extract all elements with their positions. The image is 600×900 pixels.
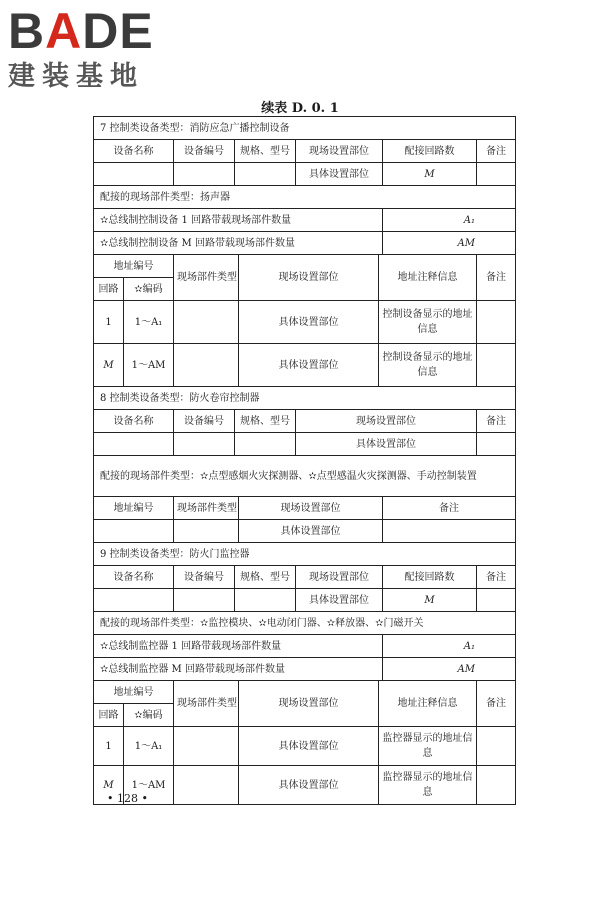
s9-heading-row: [94, 543, 516, 566]
s8-part-type-row: [94, 456, 516, 497]
s7-col-site-location: 现场设置部位: [239, 255, 379, 301]
s7-row2-remark: [477, 344, 516, 387]
s9-col-site-location: 现场设置部位: [296, 566, 383, 589]
logo-wordmark: BADE: [8, 3, 154, 59]
s9-row2-remark: [477, 766, 516, 805]
s9-col-device-name: 设备名称: [94, 566, 174, 589]
s9-row1-part-type: [174, 727, 239, 766]
s7-row1-part-type: [174, 301, 239, 344]
s9-loops-value: M: [383, 589, 477, 612]
s8-col-remark: 备注: [477, 410, 516, 433]
s9-countM-label: ✫总线制监控器 M 回路带载现场部件数量: [94, 658, 383, 681]
s7-count1-value: A₁: [383, 209, 516, 232]
s7-col-part-type: 现场部件类型: [174, 255, 239, 301]
s9-col-loops: 配接回路数: [383, 566, 477, 589]
s7-row2-note: 控制设备显示的地址信息: [379, 344, 477, 387]
s9-count1-row: [94, 635, 516, 658]
s7-row1-location: 具体设置部位: [239, 301, 379, 344]
s9-addr-header-row: [94, 681, 516, 704]
col-device-name: 设备名称: [94, 140, 174, 163]
s9-row2-code: 1～AM: [124, 766, 174, 805]
s7-heading-row: [94, 117, 516, 140]
s9-row1-loop: 1: [94, 727, 124, 766]
s9-row2-loop: M: [94, 766, 124, 805]
s9-col-remark-2: 备注: [477, 681, 516, 727]
s9-row1-remark: [477, 727, 516, 766]
s9-part-type: 配接的现场部件类型：✫监控模块、✫电动闭门器、✫释放器、✫门磁开关: [94, 612, 516, 635]
s7-row1-code: 1～A₁: [124, 301, 174, 344]
s9-col-spec: 规格、型号: [235, 566, 296, 589]
table-title: 续表 D. 0. 1: [261, 101, 339, 116]
s7-part-type-row: [94, 186, 516, 209]
s7-countM-label: ✫总线制控制设备 M 回路带载现场部件数量: [94, 232, 383, 255]
s8-col-site-location-2: 现场设置部位: [239, 497, 383, 520]
s7-part-type: 配接的现场部件类型：扬声器: [94, 186, 516, 209]
s7-remark-cell: [477, 163, 516, 186]
s8-col-device-name: 设备名称: [94, 410, 174, 433]
s9-device-no-cell: [174, 589, 235, 612]
s7-heading: 7 控制类设备类型：消防应急广播控制设备: [94, 117, 516, 140]
s9-header-row: [94, 566, 516, 589]
s7-row1-loop: 1: [94, 301, 124, 344]
s9-part-type-row: [94, 612, 516, 635]
s7-row2-code: 1～AM: [124, 344, 174, 387]
s8-spec-cell: [235, 433, 296, 456]
s7-countM-row: [94, 232, 516, 255]
s7-device-no-cell: [174, 163, 235, 186]
col-site-location: 现场设置部位: [296, 140, 383, 163]
s7-countM-value: AM: [383, 232, 516, 255]
s9-col-device-no: 设备编号: [174, 566, 235, 589]
s8-device-no-cell: [174, 433, 235, 456]
s7-row2-loop: M: [94, 344, 124, 387]
s9-row1-note: 监控器显示的地址信息: [379, 727, 477, 766]
s8-col-spec: 规格、型号: [235, 410, 296, 433]
table-row: [94, 344, 516, 387]
s9-spec-cell: [235, 589, 296, 612]
s8-value-row: [94, 433, 516, 456]
s8-device-name-cell: [94, 433, 174, 456]
s9-remark-cell: [477, 589, 516, 612]
s8-col-device-no: 设备编号: [174, 410, 235, 433]
s8-heading: 8 控制类设备类型：防火卷帘控制器: [94, 387, 516, 410]
col-remark: 备注: [477, 140, 516, 163]
s8-col-site-location: 现场设置部位: [296, 410, 477, 433]
s7-row1-note: 控制设备显示的地址信息: [379, 301, 477, 344]
s9-countM-row: [94, 658, 516, 681]
s7-header-row: [94, 140, 516, 163]
s7-row2-location: 具体设置部位: [239, 344, 379, 387]
s7-row2-part-type: [174, 344, 239, 387]
s8-header-row: [94, 410, 516, 433]
s7-col-remark: 备注: [477, 255, 516, 301]
s9-specific-location: 具体设置部位: [296, 589, 383, 612]
s8-col-addr-no: 地址编号: [94, 497, 174, 520]
s8-col-remark-2: 备注: [383, 497, 516, 520]
s8-remark-cell-2: [383, 520, 516, 543]
s7-device-name-cell: [94, 163, 174, 186]
s9-value-row: [94, 589, 516, 612]
s9-row2-part-type: [174, 766, 239, 805]
s9-col-part-type: 现场部件类型: [174, 681, 239, 727]
s7-loops-value: M: [383, 163, 477, 186]
s9-countM-value: AM: [383, 658, 516, 681]
s9-col-addr-no: 地址编号: [94, 681, 174, 704]
page-number: • 128 •: [107, 792, 148, 805]
s8-addr-header-row: [94, 497, 516, 520]
s9-heading: 9 控制类设备类型：防火门监控器: [94, 543, 516, 566]
s9-row2-note: 监控器显示的地址信息: [379, 766, 477, 805]
col-device-no: 设备编号: [174, 140, 235, 163]
s9-device-name-cell: [94, 589, 174, 612]
s7-spec-cell: [235, 163, 296, 186]
s8-col-part-type: 现场部件类型: [174, 497, 239, 520]
s8-heading-row: [94, 387, 516, 410]
s8-specific-location: 具体设置部位: [296, 433, 477, 456]
logo-subtitle: 建装基地: [8, 61, 144, 92]
s9-col-remark: 备注: [477, 566, 516, 589]
s7-count1-row: [94, 209, 516, 232]
s9-count1-value: A₁: [383, 635, 516, 658]
table-row: [94, 301, 516, 344]
col-loops: 配接回路数: [383, 140, 477, 163]
s9-row1-code: 1～A₁: [124, 727, 174, 766]
s7-value-row: [94, 163, 516, 186]
logo-accent-letter: A: [45, 3, 83, 59]
s7-col-code: ✫编码: [124, 278, 174, 301]
s9-row1-location: 具体设置部位: [239, 727, 379, 766]
s8-addr-value-row: [94, 520, 516, 543]
s7-col-addr-no: 地址编号: [94, 255, 174, 278]
s7-row1-remark: [477, 301, 516, 344]
s7-addr-header-row: [94, 255, 516, 278]
s9-col-loop: 回路: [94, 704, 124, 727]
s8-remark-cell: [477, 433, 516, 456]
s9-col-addr-note: 地址注释信息: [379, 681, 477, 727]
s9-col-site-location-2: 现场设置部位: [239, 681, 379, 727]
s8-part-type: 配接的现场部件类型：✫点型感烟火灾探测器、✫点型感温火灾探测器、手动控制装置: [94, 456, 516, 497]
s8-part-type-cell: [174, 520, 239, 543]
s8-addr-no-cell: [94, 520, 174, 543]
s9-row2-location: 具体设置部位: [239, 766, 379, 805]
s9-count1-label: ✫总线制监控器 1 回路带载现场部件数量: [94, 635, 383, 658]
s8-specific-location-2: 具体设置部位: [239, 520, 383, 543]
brand-logo: [8, 3, 178, 98]
table-row: [94, 727, 516, 766]
s7-col-loop: 回路: [94, 278, 124, 301]
s7-col-addr-note: 地址注释信息: [379, 255, 477, 301]
col-spec: 规格、型号: [235, 140, 296, 163]
s7-specific-location: 具体设置部位: [296, 163, 383, 186]
table-row: [94, 766, 516, 805]
device-table: [93, 116, 516, 805]
s7-count1-label: ✫总线制控制设备 1 回路带载现场部件数量: [94, 209, 383, 232]
s9-col-code: ✫编码: [124, 704, 174, 727]
